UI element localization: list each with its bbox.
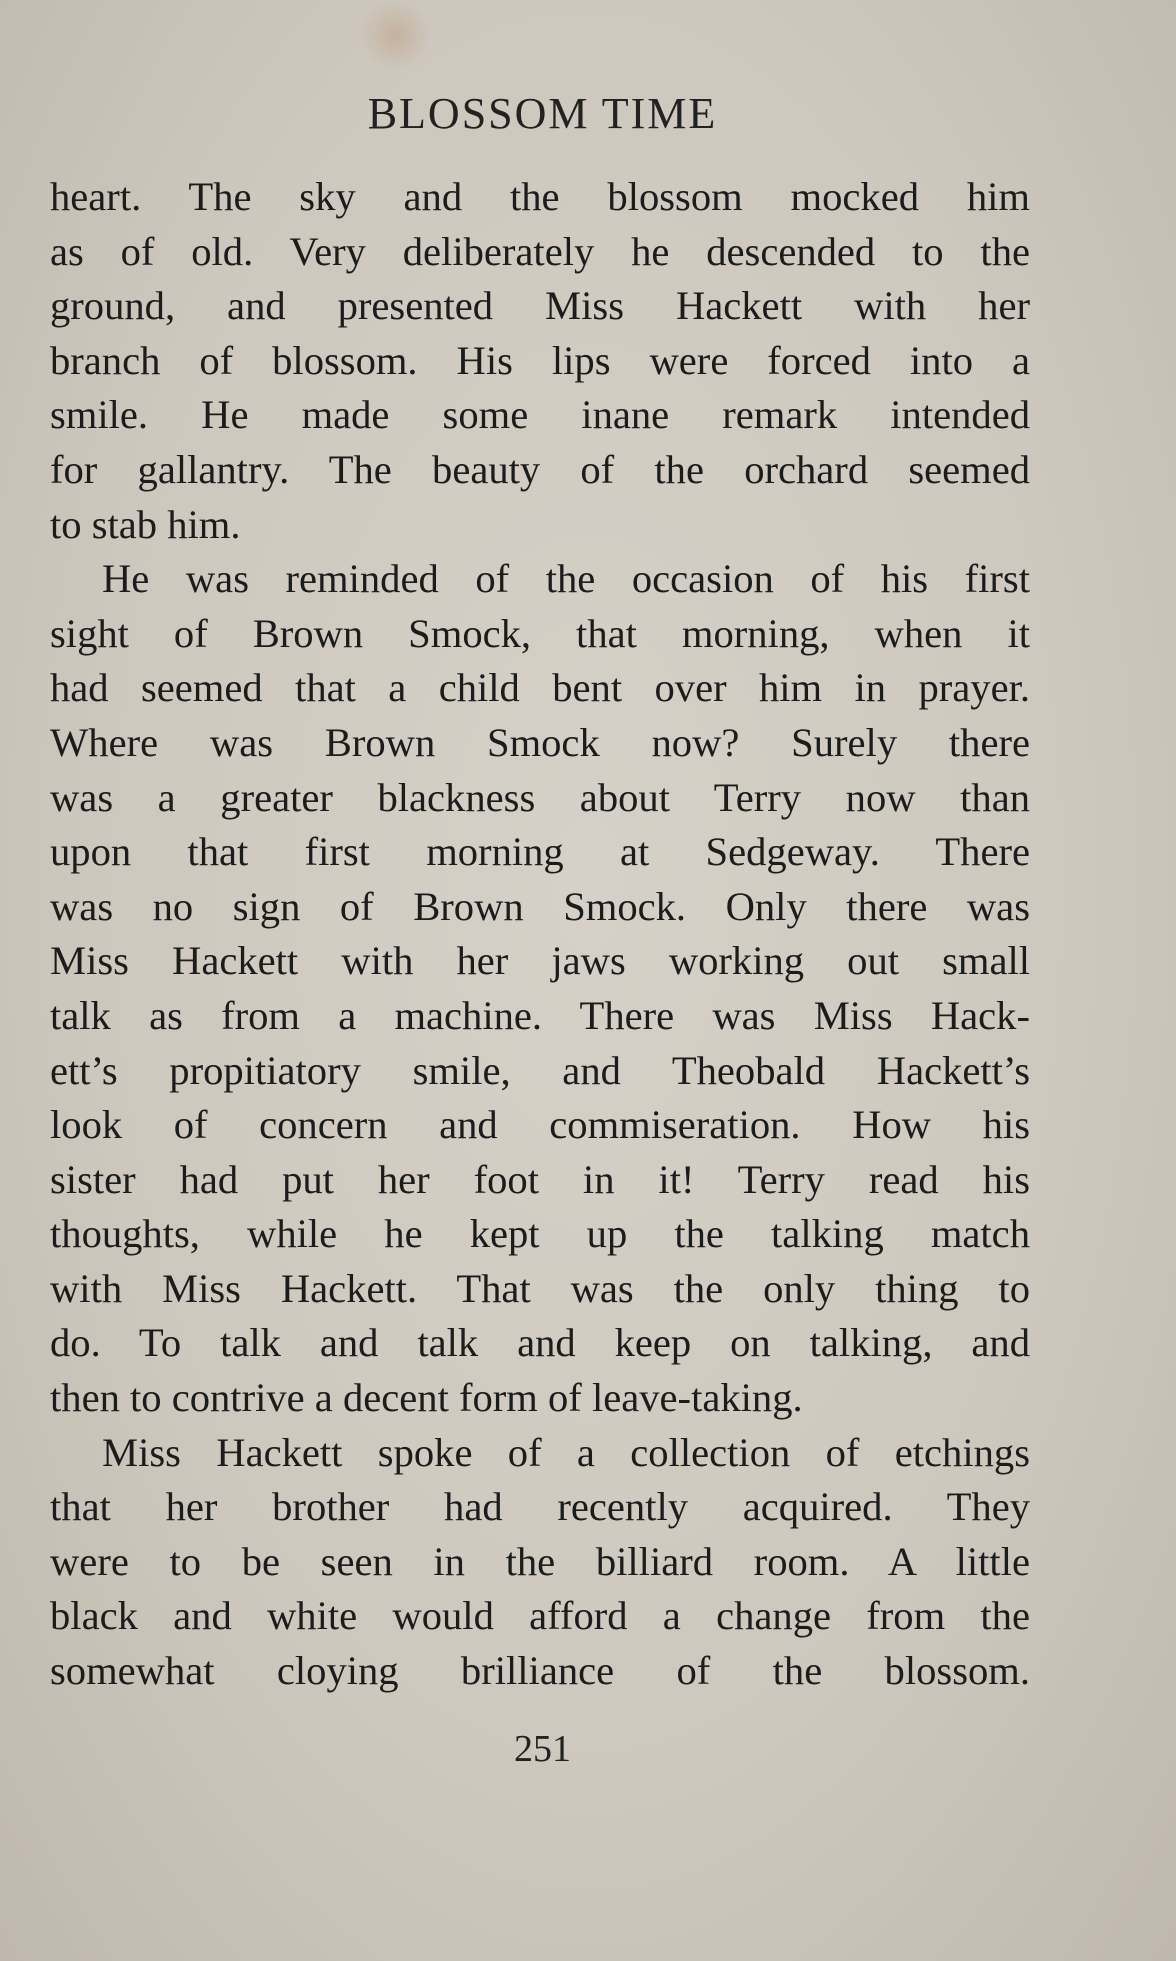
text-line: look of concern and commiseration. How his: [50, 1102, 1030, 1148]
text-line: to stab him.: [50, 501, 241, 547]
paragraph-2: [50, 552, 1030, 1426]
text-line: upon that first morning at Sedgeway. There: [50, 829, 1030, 875]
text-line: Miss Hackett spoke of a collection of etchings: [102, 1429, 1030, 1475]
page-number: 251: [514, 1728, 571, 1770]
text-line: black and white would afford a change from the: [50, 1593, 1030, 1639]
text-line: talk as from a machine. There was Miss Hack-: [50, 992, 1030, 1038]
text-line: with Miss Hackett. That was the only thing to: [50, 1265, 1030, 1311]
running-head: BLOSSOM TIME: [367, 89, 718, 138]
text-line: branch of blossom. His lips were forced into a: [50, 337, 1030, 383]
text-line: ett’s propitiatory smile, and Theobald Hackett’s: [50, 1047, 1030, 1093]
text-line: do. To talk and talk and keep on talking, and: [50, 1320, 1030, 1366]
text-line: for gallantry. The beauty of the orchard seemed: [50, 446, 1030, 492]
paragraph-1: [50, 170, 1030, 552]
text-line: was no sign of Brown Smock. Only there was: [50, 883, 1030, 929]
body-text: [50, 170, 1030, 1699]
text-line: Where was Brown Smock now? Surely there: [50, 719, 1030, 765]
text-line: somewhat cloying brilliance of the blossom.: [50, 1648, 1030, 1694]
text-line: then to contrive a decent form of leave-taking.: [50, 1375, 803, 1421]
text-line: were to be seen in the billiard room. A little: [50, 1538, 1030, 1584]
text-line: smile. He made some inane remark intended: [50, 392, 1030, 438]
paragraph-3: [50, 1426, 1030, 1699]
text-line: had seemed that a child bent over him in prayer.: [50, 665, 1030, 711]
text-line: thoughts, while he kept up the talking match: [50, 1211, 1030, 1257]
text-line: ground, and presented Miss Hackett with her: [50, 283, 1030, 329]
paper-stain: [360, 0, 430, 70]
text-line: was a greater blackness about Terry now than: [50, 774, 1030, 820]
text-line: sister had put her foot in it! Terry read his: [50, 1156, 1030, 1202]
text-line: sight of Brown Smock, that morning, when it: [50, 610, 1030, 656]
text-line: Miss Hackett with her jaws working out small: [50, 938, 1030, 984]
text-line: He was reminded of the occasion of his first: [102, 556, 1030, 602]
text-line: that her brother had recently acquired. They: [50, 1484, 1030, 1530]
text-line: heart. The sky and the blossom mocked him: [50, 174, 1030, 219]
text-line: as of old. Very deliberately he descended to the: [50, 228, 1030, 274]
